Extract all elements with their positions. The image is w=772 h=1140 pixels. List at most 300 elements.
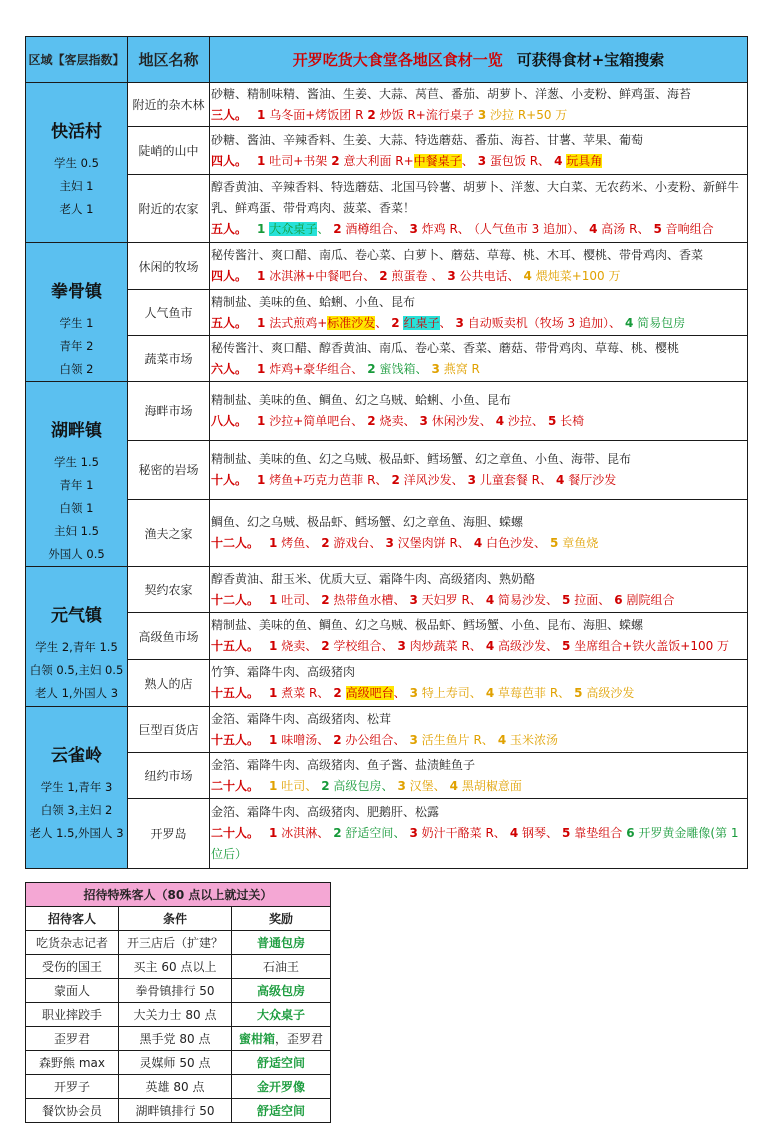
table-row: [26, 753, 748, 799]
customer-index-line: 白领 3,主妇 2: [40, 803, 113, 817]
reward-number: 4: [624, 315, 634, 330]
reward-number: 2: [321, 536, 330, 551]
area-name: 开罗岛: [128, 799, 210, 869]
guest-reward: 石油王: [262, 960, 299, 974]
reward-item: [257, 316, 387, 330]
reward-label: 草莓芭菲 R: [498, 686, 559, 700]
reward-item: [367, 362, 427, 376]
reward-item: [510, 826, 558, 840]
reward-number: 6: [614, 592, 623, 607]
guests-header-row: [26, 907, 331, 931]
reward-separator: 、: [608, 315, 621, 330]
reward-label: 烤鱼+巧克力芭菲 R: [269, 472, 376, 487]
ingredient-list: 金箔、霜降牛肉、高级猪肉、鱼子酱、盐渍鲑鱼子: [211, 757, 476, 772]
reward-item: [321, 779, 393, 793]
reward-separator: 、: [481, 732, 494, 747]
reward-label: 洋风沙发: [403, 472, 452, 487]
table-row: [26, 799, 748, 869]
reward-label: 热带鱼水槽: [333, 592, 394, 607]
reward-number: 1: [269, 686, 278, 700]
reward-separator: 、: [381, 778, 394, 793]
customer-index-line: 学生 1.5: [54, 455, 99, 469]
reward-label: 玩具角: [566, 153, 603, 168]
reward-separator: 、: [546, 639, 559, 653]
reward-item: [409, 222, 469, 236]
reward-separator: 、: [305, 592, 318, 607]
guest-name: 蒙面人: [26, 979, 119, 1003]
area-contents: [210, 175, 748, 243]
reward-number: 5: [547, 413, 557, 428]
reward-item: [367, 414, 415, 428]
chest-rewards: [211, 590, 747, 611]
reward-number: 2: [391, 472, 400, 487]
reward-item: [269, 826, 329, 840]
reward-separator: 、: [558, 686, 571, 700]
area-contents: [210, 753, 748, 799]
customer-index-line: 白领 2: [59, 362, 94, 376]
reward-number: 3: [477, 153, 487, 168]
chest-rewards: [211, 359, 747, 380]
guest-count: 六人。: [211, 361, 248, 376]
reward-item: [556, 473, 616, 487]
ingredient-list: 砂糖、酱油、辛辣香料、生姜、大蒜、特选蘑菇、番茄、海苔、甘薯、苹果、葡萄: [211, 132, 644, 147]
reward-separator: 、: [457, 222, 470, 236]
reward-label: 拉面: [574, 592, 599, 607]
guest-reward: 大众桌子: [256, 1008, 305, 1022]
reward-item: [269, 779, 317, 793]
reward-label: 沙拉+简单吧台: [269, 413, 352, 428]
guest-count: 十二人。: [211, 592, 260, 607]
guests-header-reward: 奖励: [232, 907, 331, 931]
reward-separator: 、: [351, 413, 364, 428]
guest-row: [26, 979, 331, 1003]
reward-item: [478, 108, 567, 122]
customer-index-line: 白领 1: [59, 501, 94, 515]
reward-number: 5: [562, 639, 571, 653]
reward-label: 法式煎鸡+: [269, 315, 328, 330]
chest-rewards: [211, 683, 747, 704]
reward-label: 意大利面 R+: [343, 153, 414, 168]
reward-number: 3: [397, 778, 406, 793]
table-row: [26, 127, 748, 175]
guest-name: 开罗子: [26, 1075, 119, 1099]
reward-separator: 、: [479, 413, 492, 428]
chest-rewards: [211, 151, 747, 172]
reward-label: 白色沙发: [486, 536, 535, 551]
customer-index-line: 学生 1,青年 3: [40, 780, 113, 794]
reward-number: 1: [269, 778, 278, 793]
guest-count: 十五人。: [211, 732, 260, 747]
guest-row: [26, 1003, 331, 1027]
reward-separator: 、: [534, 536, 547, 551]
reward-number: 3: [409, 686, 418, 700]
guest-count: 二十人。: [211, 778, 260, 793]
area-name: 熟人的店: [128, 660, 210, 707]
reward-label: 沙拉: [507, 413, 532, 428]
reward-label: 学校组合: [333, 639, 382, 653]
reward-item: [385, 536, 469, 550]
reward-item: [548, 414, 584, 428]
region-cell: [26, 243, 128, 382]
reward-number: 2: [321, 592, 330, 607]
reward-separator: 、: [369, 536, 382, 551]
area-contents: [210, 243, 748, 290]
reward-label: 红桌子: [403, 315, 440, 330]
customer-index-line: 老人 1.5,外国人 3: [29, 826, 124, 840]
reward-label: 吐司: [281, 592, 306, 607]
reward-number: 4: [485, 639, 495, 653]
chest-rewards: [211, 636, 747, 657]
guest-condition: 开三店后（扩建？: [119, 931, 232, 955]
guest-count: 三人。: [211, 107, 248, 122]
area-contents: [210, 336, 748, 382]
guest-name: 吃货杂志记者: [26, 931, 119, 955]
reward-label: 汉堡肉饼 R: [397, 536, 458, 551]
reward-item: [397, 779, 445, 793]
reward-number: 3: [385, 536, 394, 551]
reward-number: 4: [509, 826, 519, 840]
guest-reward-cell: [232, 1003, 331, 1027]
ingredient-list: 精制盐、美味的鱼、鲷鱼、幻之乌贼、极品虾、鳕场蟹、小鱼、昆布、海胆、蝾螺: [211, 618, 644, 632]
ingredient-list: 金箔、霜降牛肉、高级猪肉、松茸: [211, 711, 392, 726]
ingredient-list: 秘传酱汁、爽口醋、醇香黄油、南瓜、卷心菜、香菜、蘑菇、带骨鸡肉、草莓、桃、樱桃: [211, 340, 680, 355]
guest-reward-cell: [232, 955, 331, 979]
guest-condition: 灵媒师 50 点: [119, 1051, 232, 1075]
reward-label: 特上寿司: [421, 686, 470, 700]
reward-number: 2: [333, 826, 342, 840]
guest-count: 十五人。: [211, 686, 260, 700]
reward-item: [409, 733, 493, 747]
guest-name: 受伤的国王: [26, 955, 119, 979]
chest-rewards: [211, 105, 747, 126]
reward-separator: 、: [540, 472, 553, 487]
reward-number: 4: [497, 732, 507, 747]
reward-number: 2: [321, 639, 330, 653]
reward-number: 4: [485, 592, 495, 607]
reward-separator: 、: [433, 778, 446, 793]
reward-separator: 、: [451, 472, 464, 487]
reward-label: 剧院组合: [626, 592, 675, 607]
ingredient-list: 醇香黄油、甜玉米、优质大豆、霜降牛肉、高级猪肉、熟奶酪: [211, 571, 536, 586]
guest-condition: 英雄 80 点: [119, 1075, 232, 1099]
table-row: [26, 440, 748, 500]
reward-number: 5: [574, 686, 583, 700]
reward-separator: 、: [493, 826, 506, 840]
reward-number: 1: [257, 269, 266, 283]
customer-index: [26, 776, 127, 845]
reward-number: 3: [447, 269, 456, 283]
reward-separator: 、: [403, 413, 416, 428]
reward-number: 6: [626, 826, 635, 840]
guest-condition: 拳骨镇排行 50: [119, 979, 232, 1003]
area-contents: [210, 567, 748, 613]
guest-name: 职业摔跤手: [26, 1003, 119, 1027]
reward-number: 5: [653, 222, 662, 236]
reward-item: [474, 222, 585, 236]
guest-count: 四人。: [211, 269, 248, 283]
reward-number: 3: [467, 472, 477, 487]
reward-number: 3: [455, 315, 464, 330]
table-row: [26, 83, 748, 127]
reward-item: [498, 733, 558, 747]
table-header-row: [26, 37, 748, 83]
area-name: 契约农家: [128, 567, 210, 613]
guest-reward-cell: [232, 1075, 331, 1099]
guest-reward-cell: [232, 931, 331, 955]
reward-item: [257, 269, 375, 283]
area-name: 陡峭的山中: [128, 127, 210, 175]
table-row: [26, 613, 748, 660]
guest-count: 五人。: [211, 222, 248, 236]
reward-label: 活生鱼片 R: [421, 732, 482, 747]
reward-separator: 、: [317, 222, 330, 236]
customer-index: [26, 312, 127, 381]
reward-label: 味噌汤: [281, 732, 318, 747]
reward-separator: 、: [439, 315, 452, 330]
reward-number: 1: [269, 639, 278, 653]
area-name: 附近的杂木林: [128, 83, 210, 127]
guests-header-condition: 条件: [119, 907, 232, 931]
reward-label: 冰淇淋: [281, 826, 318, 840]
reward-number: 5: [550, 536, 559, 551]
reward-number: 1: [257, 107, 266, 122]
reward-separator: 、: [375, 315, 388, 330]
reward-item: [589, 222, 649, 236]
area-contents: [210, 382, 748, 441]
customer-index-line: 主妇 1: [59, 179, 94, 193]
reward-number: 3: [409, 222, 418, 236]
reward-label: 儿童套餐 R: [479, 472, 540, 487]
reward-separator: 、: [317, 732, 330, 747]
reward-separator: 、: [469, 686, 482, 700]
reward-separator: 、: [305, 639, 318, 653]
chest-rewards: [211, 411, 747, 432]
reward-label: 烤鱼: [281, 536, 306, 551]
customer-index: [26, 451, 127, 566]
customer-index-line: 青年 2: [59, 339, 94, 353]
reward-label: 简易沙发: [498, 592, 547, 607]
region-cell: [26, 83, 128, 243]
reward-item: [562, 639, 729, 653]
area-name: 蔬菜市场: [128, 336, 210, 382]
area-name: 海畔市场: [128, 382, 210, 441]
reward-number: 3: [409, 592, 418, 607]
guests-title-row: [26, 883, 331, 907]
reward-number: 3: [397, 639, 406, 653]
chest-rewards: [211, 219, 747, 240]
reward-separator: 、: [393, 826, 406, 840]
area-contents: [210, 290, 748, 336]
reward-number: 1: [257, 413, 266, 428]
area-contents: [210, 500, 748, 567]
reward-number: 2: [331, 153, 340, 168]
reward-label: 玉米浓汤: [510, 732, 559, 747]
reward-label: 烧卖: [281, 639, 306, 653]
guest-count: 十人。: [211, 472, 248, 487]
guest-condition: 大关力士 80 点: [119, 1003, 232, 1027]
ingredient-list: 秘传酱汁、爽口醋、南瓜、卷心菜、白萝卜、蘑菇、草莓、桃、木耳、樱桃、带骨鸡肉、香菜: [211, 248, 704, 262]
guest-row: [26, 1099, 331, 1123]
reward-number: 4: [449, 778, 459, 793]
chest-rewards: [211, 266, 747, 287]
reward-item: [468, 473, 552, 487]
reward-number: 1: [257, 361, 266, 376]
reward-label: 酒樽组合: [345, 222, 394, 236]
guest-condition: 买主 60 点以上: [119, 955, 232, 979]
reward-separator: 、: [573, 222, 586, 236]
reward-item: [486, 639, 558, 653]
guest-reward: 蜜柑箱: [238, 1032, 275, 1046]
guest-reward: 舒适空间: [256, 1104, 305, 1118]
reward-label: 休闲沙发: [431, 413, 480, 428]
guest-count: 四人。: [211, 153, 248, 168]
area-contents: [210, 660, 748, 707]
reward-item: [409, 826, 505, 840]
reward-number: 3: [419, 413, 428, 428]
reward-item: [269, 639, 317, 653]
area-contents: [210, 799, 748, 869]
reward-item: [574, 686, 634, 700]
guest-row: [26, 955, 331, 979]
reward-label: 餐厅沙发: [568, 472, 617, 487]
reward-separator: 、: [305, 778, 318, 793]
table-row: [26, 175, 748, 243]
table-row: [26, 500, 748, 567]
reward-separator: 、: [546, 592, 559, 607]
reward-item: [269, 536, 317, 550]
guest-name: 歪罗君: [26, 1027, 119, 1051]
guest-count: 二十人。: [211, 826, 260, 840]
reward-item: [562, 593, 610, 607]
reward-label: 炸鸡 R: [421, 222, 458, 236]
region-cell: [26, 707, 128, 869]
reward-label: 高汤 R: [601, 222, 638, 236]
reward-label: 煮菜 R: [281, 686, 318, 700]
reward-item: [524, 269, 621, 283]
reward-label: 吐司: [281, 778, 306, 793]
reward-separator: 、: [393, 592, 406, 607]
customer-index-line: 学生 1: [59, 316, 94, 330]
reward-number: 1: [257, 153, 266, 168]
reward-label: 大众桌子: [269, 222, 318, 236]
reward-separator: 、: [469, 639, 482, 653]
ingredient-list: 砂糖、精制味精、酱油、生姜、大蒜、莴苣、番茄、胡萝卜、洋葱、小麦粉、鲜鸡蛋、海苔: [211, 86, 692, 101]
reward-separator: 、: [507, 269, 520, 283]
area-name: 巨型百货店: [128, 707, 210, 753]
ingredient-list: 精制盐、美味的鱼、鲷鱼、幻之乌贼、蛤蜊、小鱼、昆布: [211, 392, 512, 407]
reward-item: [410, 686, 482, 700]
reward-item: [554, 154, 602, 168]
reward-item: [456, 316, 621, 330]
reward-number: 1: [257, 315, 266, 330]
reward-number: 5: [562, 826, 571, 840]
guest-count: 十二人。: [211, 536, 260, 551]
chest-rewards: [211, 313, 747, 334]
reward-number: 3: [477, 107, 487, 122]
guests-title: 招待特殊客人（80 点以上就过关）: [26, 883, 331, 907]
customer-index-line: 学生 2,青年 1.5: [35, 640, 118, 654]
area-contents: [210, 440, 748, 500]
table-title: 开罗吃货大食堂各地区食材一览: [292, 51, 503, 69]
chest-rewards: [211, 730, 747, 751]
reward-item: [391, 473, 463, 487]
customer-index-line: 青年 1: [59, 478, 94, 492]
table-row: [26, 707, 748, 753]
reward-item: [614, 593, 674, 607]
reward-item: [331, 154, 473, 168]
customer-index-line: 主妇 1.5: [54, 524, 99, 538]
reward-item: [367, 108, 473, 122]
region-name: 元气镇: [51, 606, 102, 626]
guest-row: [26, 1075, 331, 1099]
reward-separator: 、: [461, 153, 474, 168]
guest-reward-extra: ，歪罗君: [275, 1032, 324, 1046]
reward-number: 4: [523, 269, 532, 283]
reward-item: [257, 414, 363, 428]
reward-label: 公共电话: [459, 269, 508, 283]
guest-count: 八人。: [211, 413, 248, 428]
reward-item: [269, 593, 317, 607]
reward-label: 乌冬面+烤饭团 R: [269, 107, 364, 122]
reward-number: 3: [409, 826, 418, 840]
guest-reward: 高级包房: [256, 984, 305, 998]
reward-item: [653, 222, 713, 236]
ingredient-list: 竹笋、霜降牛肉、高级猪肉: [211, 665, 356, 679]
reward-label: 靠垫组合: [574, 826, 623, 840]
reward-label: 高级吧台: [345, 686, 394, 700]
table-row: [26, 567, 748, 613]
customer-index-line: 老人 1: [59, 202, 94, 216]
guest-row: [26, 1027, 331, 1051]
reward-item: [397, 639, 481, 653]
reward-separator: 、: [317, 686, 330, 700]
area-contents: [210, 613, 748, 660]
reward-separator: 、: [598, 592, 611, 607]
reward-number: 2: [391, 315, 400, 330]
reward-label: 钢琴: [522, 826, 547, 840]
guest-reward-cell: [232, 1099, 331, 1123]
reward-highlight: 标准沙发: [327, 315, 376, 330]
reward-item: [496, 414, 544, 428]
ingredient-list: 金箔、霜降牛肉、高级猪肉、肥鹅肝、松露: [211, 805, 440, 819]
guest-reward: 金开罗像: [256, 1080, 305, 1094]
reward-item: [269, 686, 329, 700]
table-subtitle: 可获得食材+宝箱搜索: [516, 51, 665, 69]
customer-index-line: 白领 0.5,主妇 0.5: [29, 663, 124, 677]
reward-item: [333, 733, 405, 747]
reward-item: [333, 826, 405, 840]
guest-name: 餐饮协会员: [26, 1099, 119, 1123]
reward-separator: 、: [363, 269, 376, 283]
reward-label: 炒饭 R+流行桌子: [379, 107, 474, 122]
chest-rewards: [211, 533, 747, 554]
reward-number: 4: [495, 413, 505, 428]
chest-rewards: [211, 776, 747, 797]
reward-label: 办公组合: [345, 732, 394, 747]
ingredient-list: 精制盐、美味的鱼、幻之乌贼、极品虾、鳕场蟹、幻之章鱼、小鱼、海带、昆布: [211, 451, 632, 466]
reward-number: 1: [257, 222, 266, 236]
reward-separator: 、: [381, 639, 394, 653]
reward-number: 2: [321, 778, 330, 793]
reward-label: （人气鱼市 3 追加）: [473, 222, 574, 236]
reward-label: 蜜饯箱: [379, 361, 416, 376]
reward-label: 黑胡椒意面: [461, 778, 522, 793]
reward-item: [432, 362, 480, 376]
table-row: [26, 243, 748, 290]
reward-label: 章鱼烧: [562, 536, 599, 551]
region-name: 湖畔镇: [51, 421, 102, 441]
guests-header-guest: 招待客人: [26, 907, 119, 931]
